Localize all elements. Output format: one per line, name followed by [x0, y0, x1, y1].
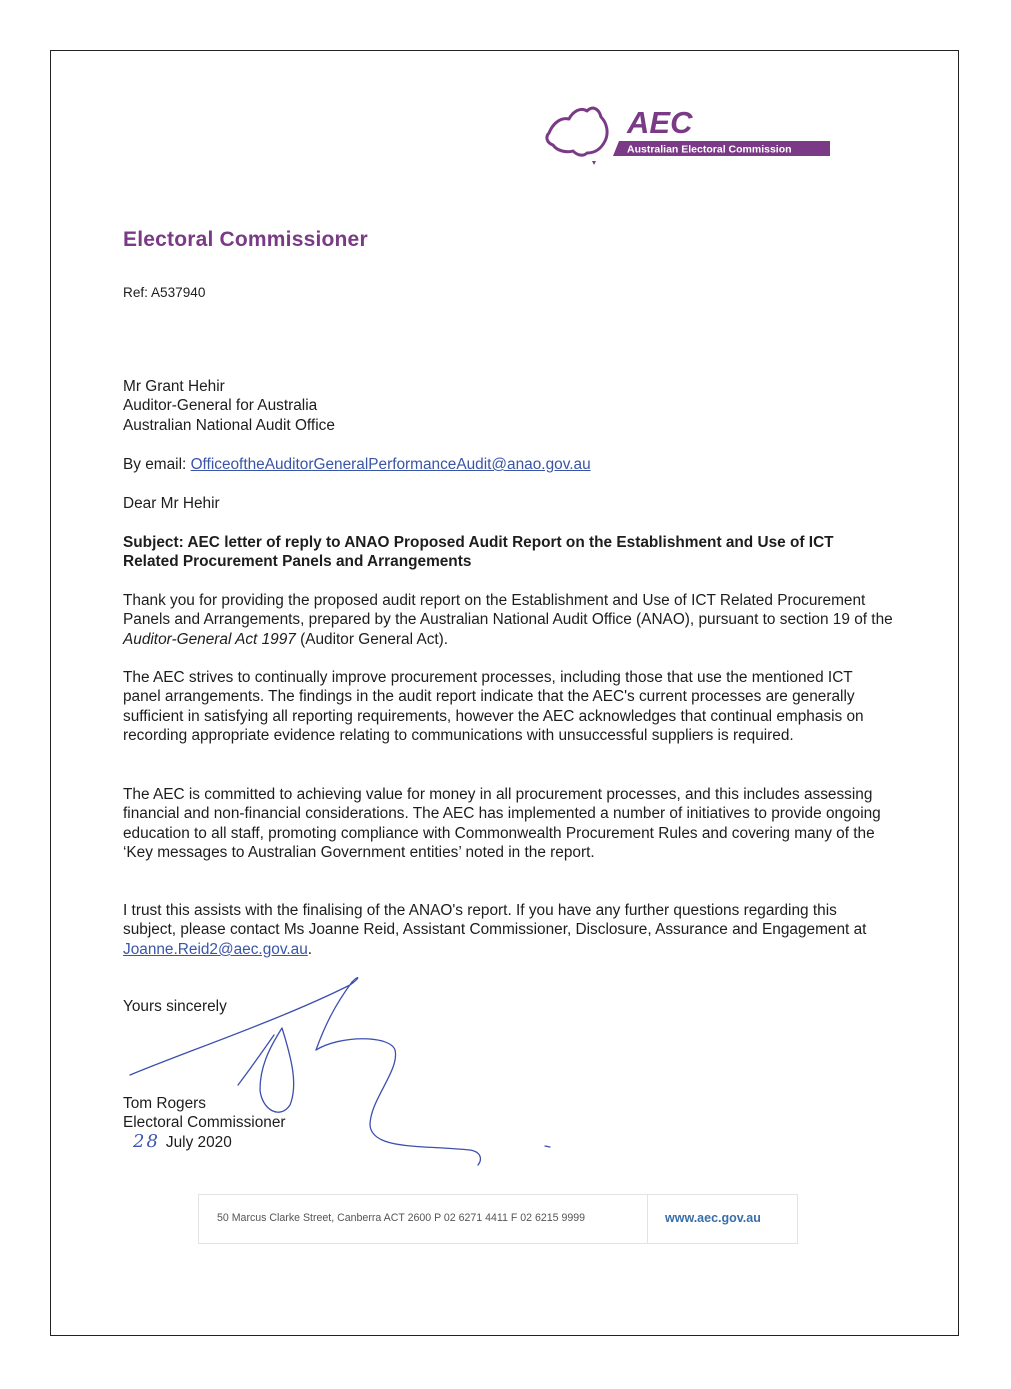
- email-line: [123, 455, 591, 474]
- act-title: Auditor-General Act 1997: [123, 630, 296, 648]
- closing: Yours sincerely: [123, 998, 227, 1015]
- paragraph-2: The AEC strives to continually improve procurement processes, including those that use the mentioned ICT panel arrangements. The findings in the audit report indicate that the AEC's current processes are generally sufficient in satisfying all reporting requirements, however the AEC acknowledges that continual emphasis on recording appropriate evidence relating to communications with unsuccessful suppliers is required.: [123, 669, 864, 745]
- subject-line: Subject: AEC letter of reply to ANAO Proposed Audit Report on the Establishment and Use of ICT Related Procurement Panels and Arrangements: [123, 534, 834, 571]
- footer-address: 50 Marcus Clarke Street, Canberra ACT 2600 P 02 6271 4411 F 02 6215 9999: [217, 1212, 586, 1224]
- aec-logo: [543, 103, 833, 169]
- email-prefix: By email:: [123, 456, 191, 473]
- page-title: Electoral Commissioner: [123, 228, 368, 251]
- paragraph-3: The AEC is committed to achieving value for money in all procurement processes, and this includes assessing financial and non-financial considerations. The AEC has implemented a number of initiatives to provide ongoing education to all staff, promoting compliance with Commonwealth Procurement Rules and covering many of the ‘Key messages to Australian Government entities’ noted in the report.: [123, 786, 881, 862]
- signature-date: [123, 1132, 232, 1152]
- reference-number: Ref: A537940: [123, 285, 206, 300]
- paragraph-4: [123, 901, 893, 959]
- svg-text:Australian Electoral Commissio: Australian Electoral Commission: [627, 143, 792, 156]
- footer-website-link[interactable]: www.aec.gov.au: [665, 1211, 761, 1225]
- salutation: Dear Mr Hehir: [123, 495, 220, 512]
- paragraph-1-text: Thank you for providing the proposed audit report on the Establishment and Use of ICT Related Procurement Panels and Arrangements, prepared by the Australian National Audit Office (ANAO), pursuant to section 19 of the: [123, 592, 893, 629]
- recipient-name: Mr Grant Hehir: [123, 378, 225, 395]
- recipient-address: [123, 377, 335, 435]
- australia-map-icon: [547, 108, 607, 155]
- paragraph-1-tail: (Auditor General Act).: [295, 630, 449, 648]
- recipient-title: Auditor-General for Australia: [123, 397, 318, 415]
- recipient-email-link[interactable]: OfficeoftheAuditorGeneralPerformanceAudit@anao.gov.au: [190, 456, 591, 473]
- handwritten-day: 28: [133, 1131, 160, 1152]
- recipient-organisation: Australian National Audit Office: [123, 416, 335, 434]
- contact-email-link[interactable]: Joanne.Reid2@aec.gov.au: [123, 940, 308, 958]
- svg-text:AEC: AEC: [627, 105, 693, 140]
- letterhead-footer: [198, 1194, 798, 1244]
- footer-divider: [647, 1195, 648, 1243]
- signatory-title: Electoral Commissioner: [123, 1114, 286, 1131]
- date-month-year: July 2020: [165, 1134, 232, 1151]
- paragraph-4-text: I trust this assists with the finalising of the ANAO's report. If you have any further questions regarding this subject, please contact Ms Joanne Reid, Assistant Commissioner, Disclosure, Assurance and Engagement at: [123, 902, 867, 939]
- signatory-name: Tom Rogers: [123, 1095, 206, 1112]
- paragraph-1: [123, 591, 893, 649]
- paragraph-4-tail: .: [307, 940, 313, 958]
